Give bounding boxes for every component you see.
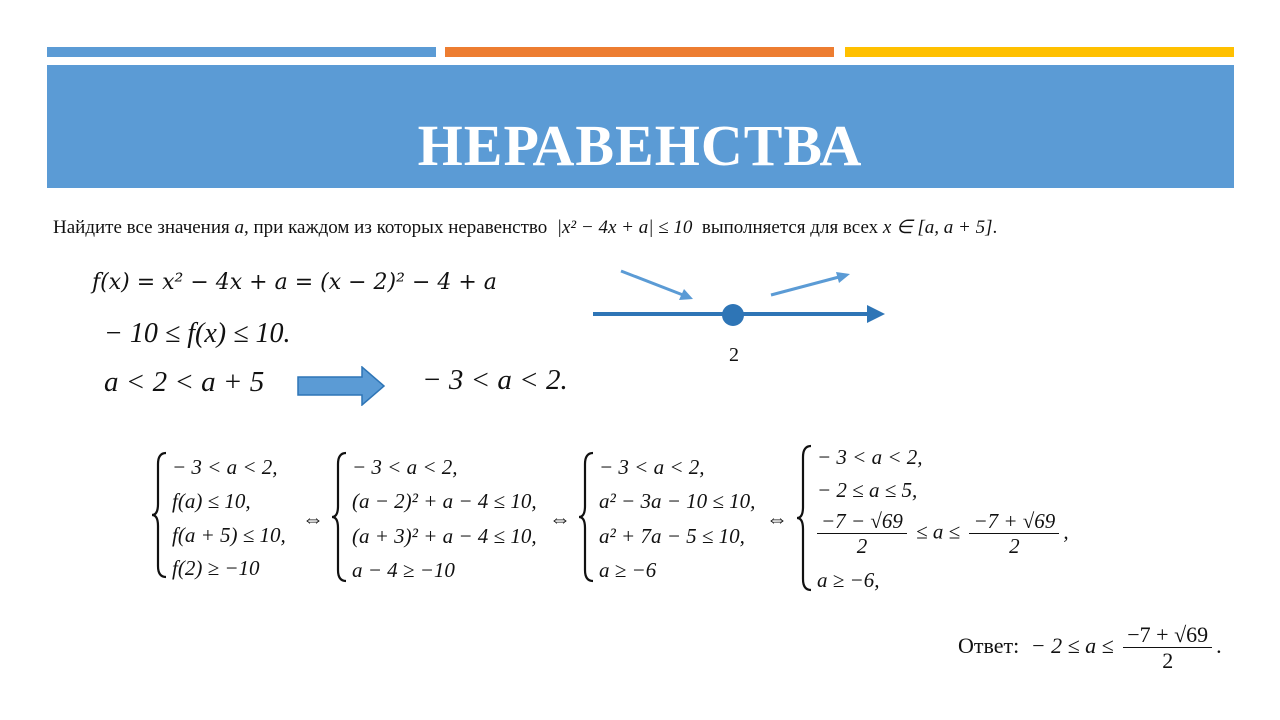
answer-tail: . xyxy=(1216,632,1222,658)
fraction-left xyxy=(817,509,907,558)
system-3-row-4: a ≥ −6 xyxy=(599,558,657,582)
system-brace xyxy=(330,450,350,584)
accent-bar-blue xyxy=(47,47,436,57)
fraction-denominator: 2 xyxy=(856,534,868,559)
system-4-row-1: − 3 < a < 2, xyxy=(817,445,923,469)
answer-label: Ответ: xyxy=(958,632,1020,658)
system-1-row-1: − 3 < a < 2, xyxy=(172,455,278,479)
system-2-row-4: a − 4 ≥ −10 xyxy=(352,558,455,582)
function-definition: f(x) = x² − 4x + a = (x − 2)² − 4 + a xyxy=(92,270,497,295)
system-1-row-2: f(a) ≤ 10, xyxy=(172,489,251,513)
vertex-label: 2 xyxy=(729,344,739,366)
vertex-condition: a < 2 < a + 5 xyxy=(104,366,265,398)
increasing-arrow-icon xyxy=(771,272,850,295)
system-4-row-3 xyxy=(817,509,1069,558)
vertex-point xyxy=(722,304,744,326)
problem-condition: x ∈ [a, a + 5] xyxy=(882,217,993,238)
problem-text-3: выполняется для всех xyxy=(701,217,879,238)
system-3-row-3: a² + 7a − 5 ≤ 10, xyxy=(599,524,745,548)
problem-text-2: , при каждом из которых неравенство xyxy=(244,217,548,238)
problem-text-1: Найдите все значения xyxy=(53,217,230,238)
decreasing-arrow-icon xyxy=(621,271,693,300)
answer xyxy=(958,622,1222,674)
slide-title: НЕРАВЕНСТВА xyxy=(417,113,863,178)
system-3-row-2: a² − 3a − 10 ≤ 10, xyxy=(599,489,756,513)
fraction-denominator: 2 xyxy=(1162,648,1174,674)
fraction-denominator: 2 xyxy=(1009,534,1020,559)
fraction-right xyxy=(969,509,1059,558)
implication-arrow-icon xyxy=(296,366,388,406)
answer-lhs: − 2 ≤ a ≤ xyxy=(1030,632,1114,658)
problem-inequality: |x² − 4x + a| ≤ 10 xyxy=(556,217,693,238)
problem-statement xyxy=(53,216,997,239)
system-brace xyxy=(577,450,597,584)
bound-inequality: − 10 ≤ f(x) ≤ 10. xyxy=(104,318,291,349)
fraction-numerator: −7 + √69 xyxy=(1123,622,1212,648)
system-3-row-1: − 3 < a < 2, xyxy=(599,455,705,479)
answer-fraction xyxy=(1123,622,1212,674)
equivalence-sign: ⇔ xyxy=(766,506,788,531)
system-2-row-2: (a − 2)² + a − 4 ≤ 10, xyxy=(352,489,537,513)
problem-text-4: . xyxy=(992,217,998,238)
fraction-numerator: −7 − √69 xyxy=(817,509,907,534)
system-brace xyxy=(795,443,815,593)
row-tail: , xyxy=(1063,519,1069,544)
equivalence-sign: ⇔ xyxy=(302,506,324,531)
number-line-diagram xyxy=(585,262,895,332)
equivalence-sign: ⇔ xyxy=(549,506,571,531)
range-middle: ≤ a ≤ xyxy=(916,519,961,544)
accent-bar-yellow xyxy=(845,47,1234,57)
system-4-row-4: a ≥ −6, xyxy=(817,568,880,592)
system-2-row-1: − 3 < a < 2, xyxy=(352,455,458,479)
system-4-row-2: − 2 ≤ a ≤ 5, xyxy=(817,478,918,502)
problem-param: a xyxy=(234,217,245,238)
vertex-result: − 3 < a < 2. xyxy=(422,364,568,396)
system-1-row-4: f(2) ≥ −10 xyxy=(172,556,260,580)
system-brace xyxy=(150,450,170,580)
system-2-row-3: (a + 3)² + a − 4 ≤ 10, xyxy=(352,524,537,548)
system-1-row-3: f(a + 5) ≤ 10, xyxy=(172,523,286,547)
accent-bar-orange xyxy=(445,47,834,57)
fraction-numerator: −7 + √69 xyxy=(969,509,1059,534)
